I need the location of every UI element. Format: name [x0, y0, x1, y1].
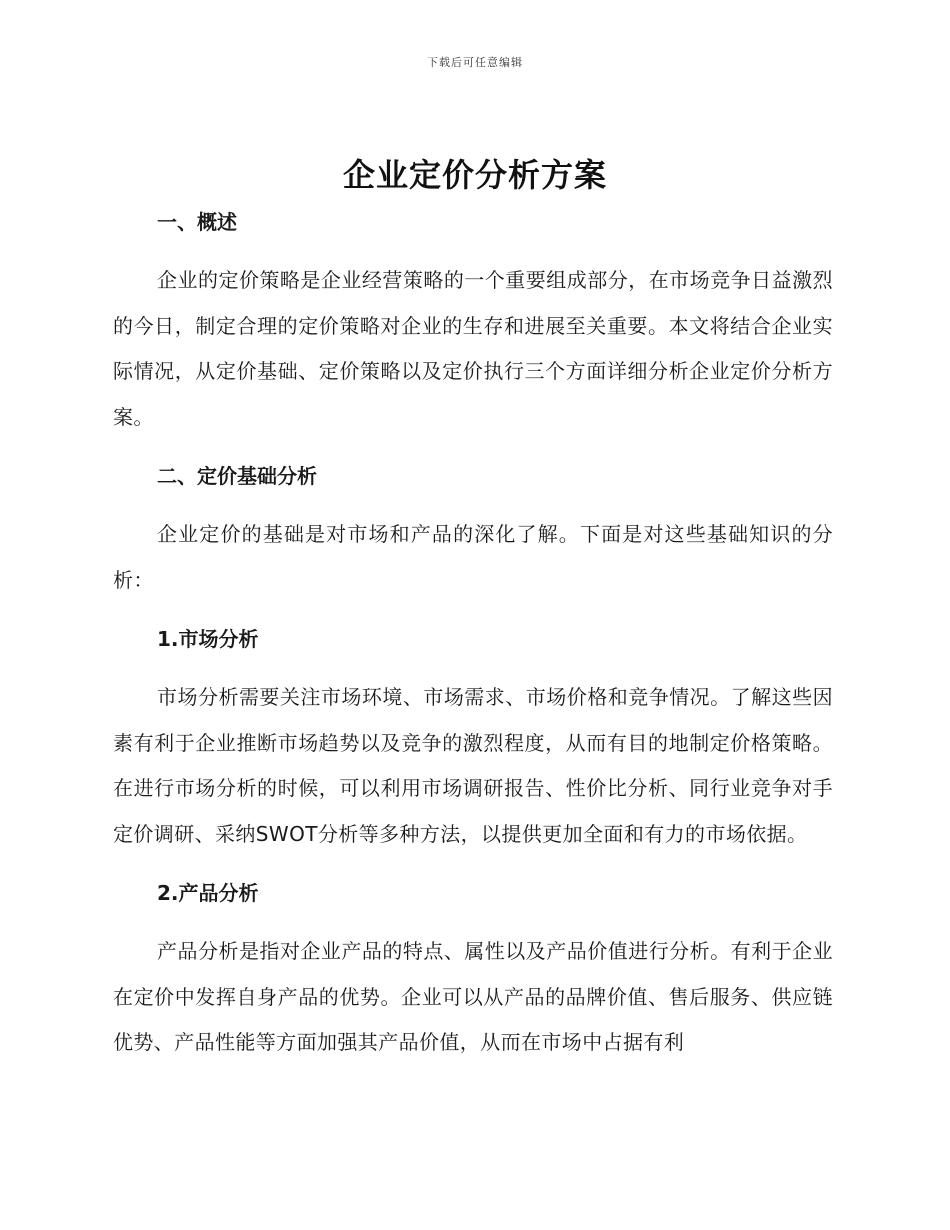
- section-heading-overview: 一、概述: [157, 210, 237, 234]
- document-title: 企业定价分析方案: [342, 156, 607, 194]
- header-note: 下载后可任意编辑: [427, 56, 523, 69]
- subsection-heading-market: 1.市场分析: [157, 627, 259, 651]
- paragraph-product: 产品分析是指对企业产品的特点、属性以及产品价值进行分析。有利于企业在定价中发挥自身产品的优势。企业可以从产品的品牌价值、售后服务、供应链优势、产品性能等方面加强其产品价值，从而在市场中占据有利: [113, 939, 833, 1054]
- subsection-heading-product: 2.产品分析: [157, 881, 259, 905]
- document-body: [113, 200, 833, 1066]
- paragraph-overview: 企业的定价策略是企业经营策略的一个重要组成部分，在市场竞争日益激烈的今日，制定合理的定价策略对企业的生存和进展至关重要。本文将结合企业实际情况，从定价基础、定价策略以及定价执行三个方面详细分析企业定价分析方案。: [113, 268, 833, 429]
- section-heading-basis: 二、定价基础分析: [157, 464, 317, 488]
- paragraph-market: 市场分析需要关注市场环境、市场需求、市场价格和竞争情况。了解这些因素有利于企业推断市场趋势以及竞争的激烈程度，从而有目的地制定价格策略。在进行市场分析的时候，可以利用市场调研报告、性价比分析、同行业竞争对手定价调研、采纳SWOT分析等多种方法，以提供更加全面和有力的市场依据。: [113, 685, 833, 846]
- paragraph-basis: 企业定价的基础是对市场和产品的深化了解。下面是对这些基础知识的分析：: [113, 522, 833, 592]
